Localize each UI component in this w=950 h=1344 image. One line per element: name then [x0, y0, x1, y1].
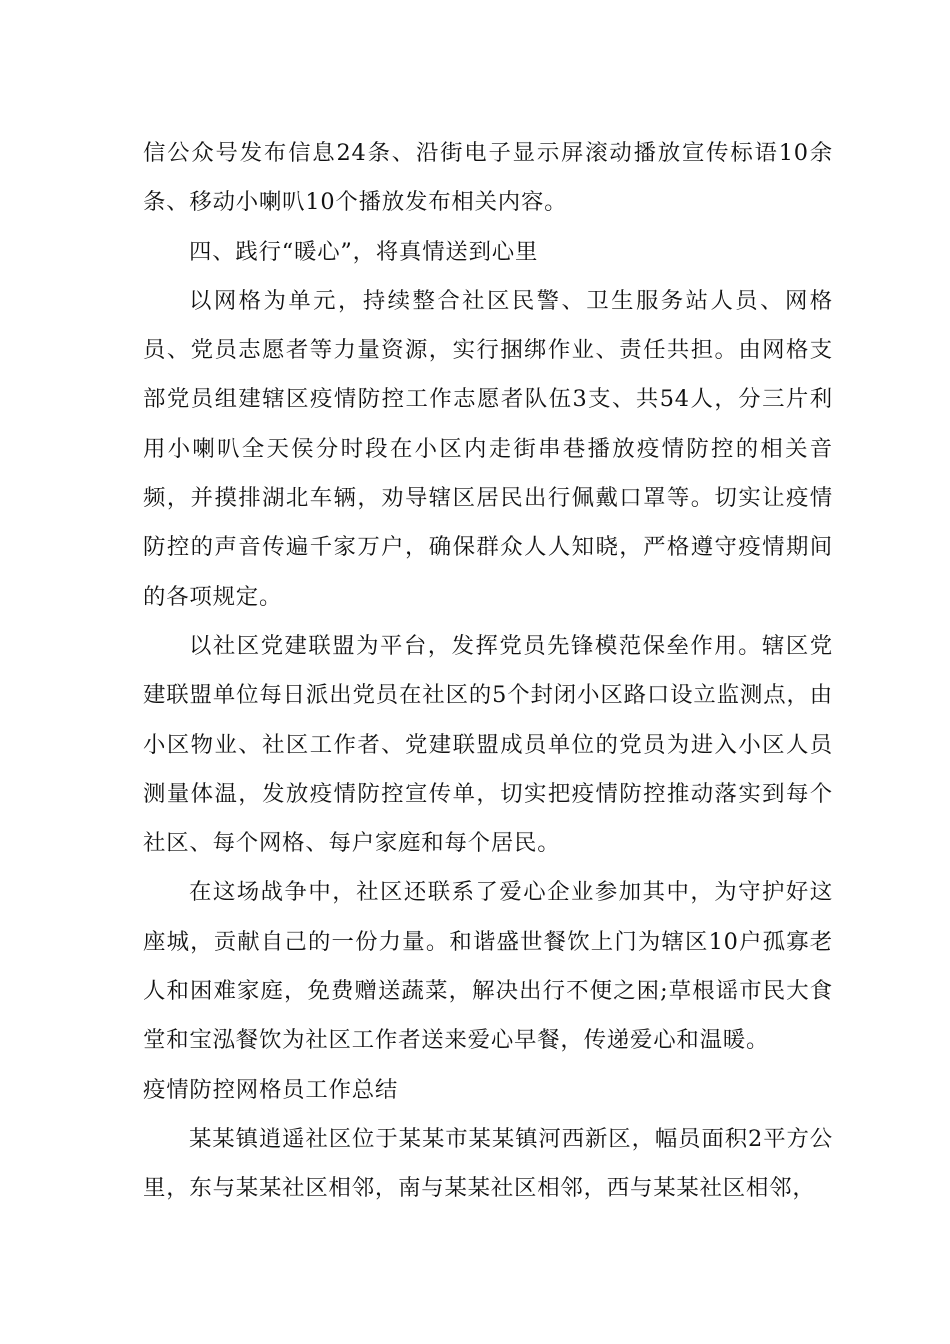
- paragraph-caring-enterprises: 在这场战争中，社区还联系了爱心企业参加其中，为守护好这座城，贡献自己的一份力量。和谐盛世餐饮上门为辖区10户孤寡老人和困难家庭，免费赠送蔬菜，解决出行不便之困;草根谣市民大食堂和宝泓餐饮为社区工作者送来爱心早餐，传递爱心和温暖。: [143, 879, 833, 1054]
- paragraph-continuation: 信公众号发布信息24条、沿街电子显示屏滚动播放宣传标语10余条、移动小喇叭10个播放发布相关内容。: [143, 140, 833, 216]
- paragraph-community-intro: 某某镇逍遥社区位于某某市某某镇河西新区，幅员面积2平方公里，东与某某社区相邻，南与某某社区相邻，西与某某社区相邻，: [143, 1125, 833, 1202]
- section-heading: 四、践行“暖心”，将真情送到心里: [189, 238, 539, 265]
- document-title: 疫情防控网格员工作总结: [143, 1076, 399, 1103]
- paragraph-party-alliance: 以社区党建联盟为平台，发挥党员先锋模范保垒作用。辖区党建联盟单位每日派出党员在社区的5个封闭小区路口设立监测点，由小区物业、社区工作者、党建联盟成员单位的党员为进入小区人员测量体温，发放疫情防控宣传单，切实把疫情防控推动落实到每个社区、每个网格、每户家庭和每个居民。: [143, 632, 833, 857]
- document-body: [143, 129, 833, 1214]
- paragraph-grid-volunteers: 以网格为单元，持续整合社区民警、卫生服务站人员、网格员、党员志愿者等力量资源，实行捆绑作业、责任共担。由网格支部党员组建辖区疫情防控工作志愿者队伍3支、共54人，分三片利用小喇叭全天侯分时段在小区内走街串巷播放疫情防控的相关音频，并摸排湖北车辆，劝导辖区居民出行佩戴口罩等。切实让疫情防控的声音传遍千家万户，确保群众人人知晓，严格遵守疫情期间的各项规定。: [143, 287, 833, 610]
